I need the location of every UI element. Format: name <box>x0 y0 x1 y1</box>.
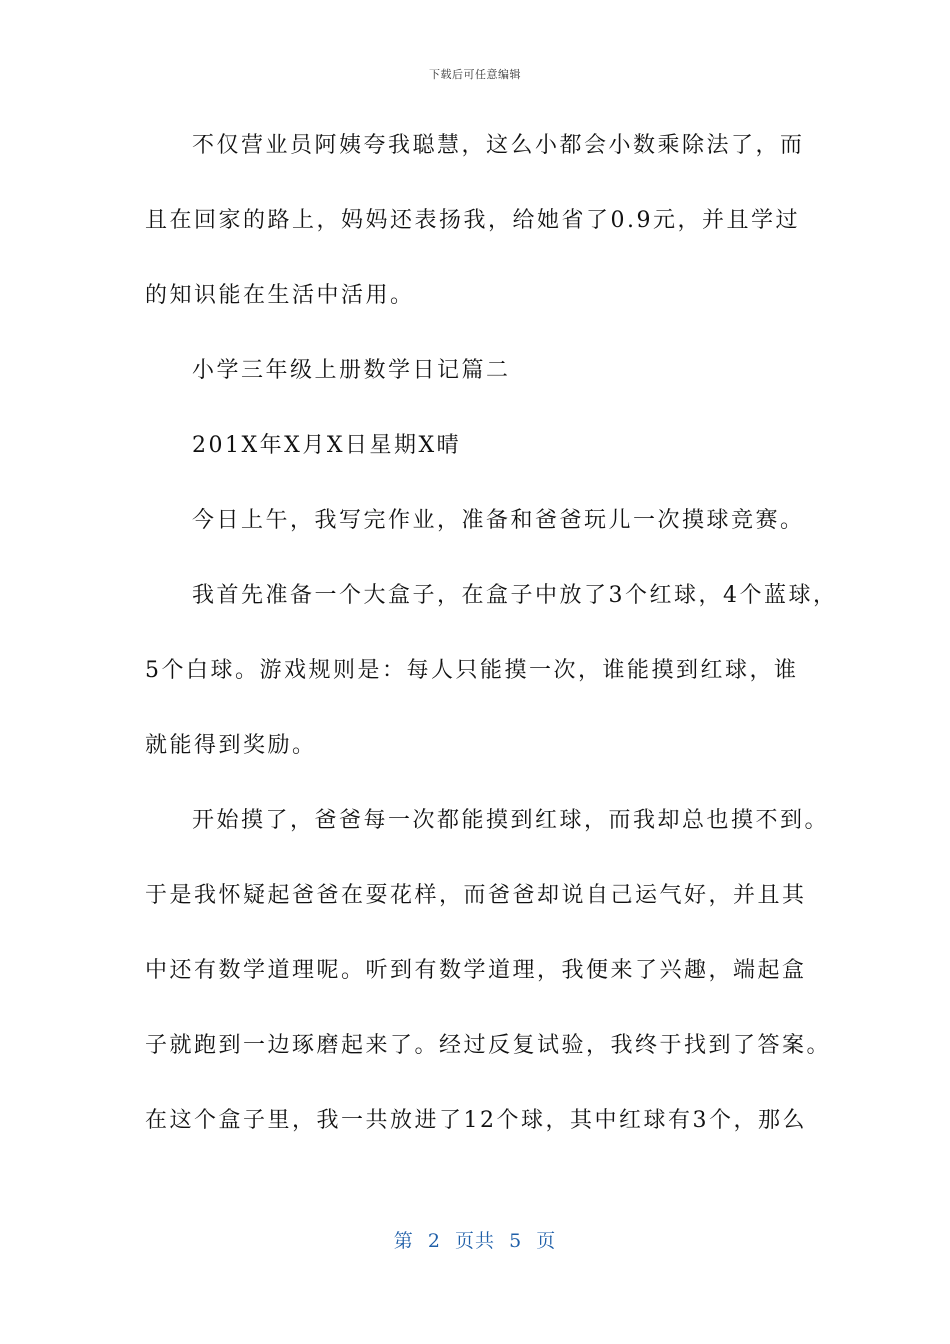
paragraph-line: 我首先准备一个大盒子，在盒子中放了3个红球，4个蓝球， <box>192 583 838 608</box>
section-heading: 小学三年级上册数学日记篇二 <box>192 358 511 383</box>
paragraph-line: 就能得到奖励。 <box>145 733 317 758</box>
paragraph-line: 中还有数学道理呢。听到有数学道理，我便来了兴趣，端起盒 <box>145 958 807 983</box>
paragraph-line: 子就跑到一边琢磨起来了。经过反复试验，我终于找到了答案。 <box>145 1033 832 1058</box>
page-number-footer: 第 2 页共 5 页 <box>393 1230 557 1252</box>
paragraph-line: 于是我怀疑起爸爸在耍花样，而爸爸却说自己运气好，并且其 <box>145 883 807 908</box>
paragraph-line: 今日上午，我写完作业，准备和爸爸玩儿一次摸球竞赛。 <box>192 508 805 533</box>
diary-date-line: 201X年X月X日星期X晴 <box>192 433 462 458</box>
paragraph-line: 且在回家的路上，妈妈还表扬我，给她省了0.9元，并且学过 <box>145 208 800 233</box>
paragraph-line: 5个白球。游戏规则是：每人只能摸一次，谁能摸到红球，谁 <box>145 658 799 683</box>
page-header-note: 下载后可任意编辑 <box>429 68 521 81</box>
paragraph-line: 在这个盒子里，我一共放进了12个球，其中红球有3个，那么 <box>145 1108 807 1133</box>
paragraph-line: 不仅营业员阿姨夸我聪慧，这么小都会小数乘除法了，而 <box>192 133 805 158</box>
paragraph-line: 开始摸了，爸爸每一次都能摸到红球，而我却总也摸不到。 <box>192 808 830 833</box>
paragraph-line: 的知识能在生活中活用。 <box>145 283 415 308</box>
